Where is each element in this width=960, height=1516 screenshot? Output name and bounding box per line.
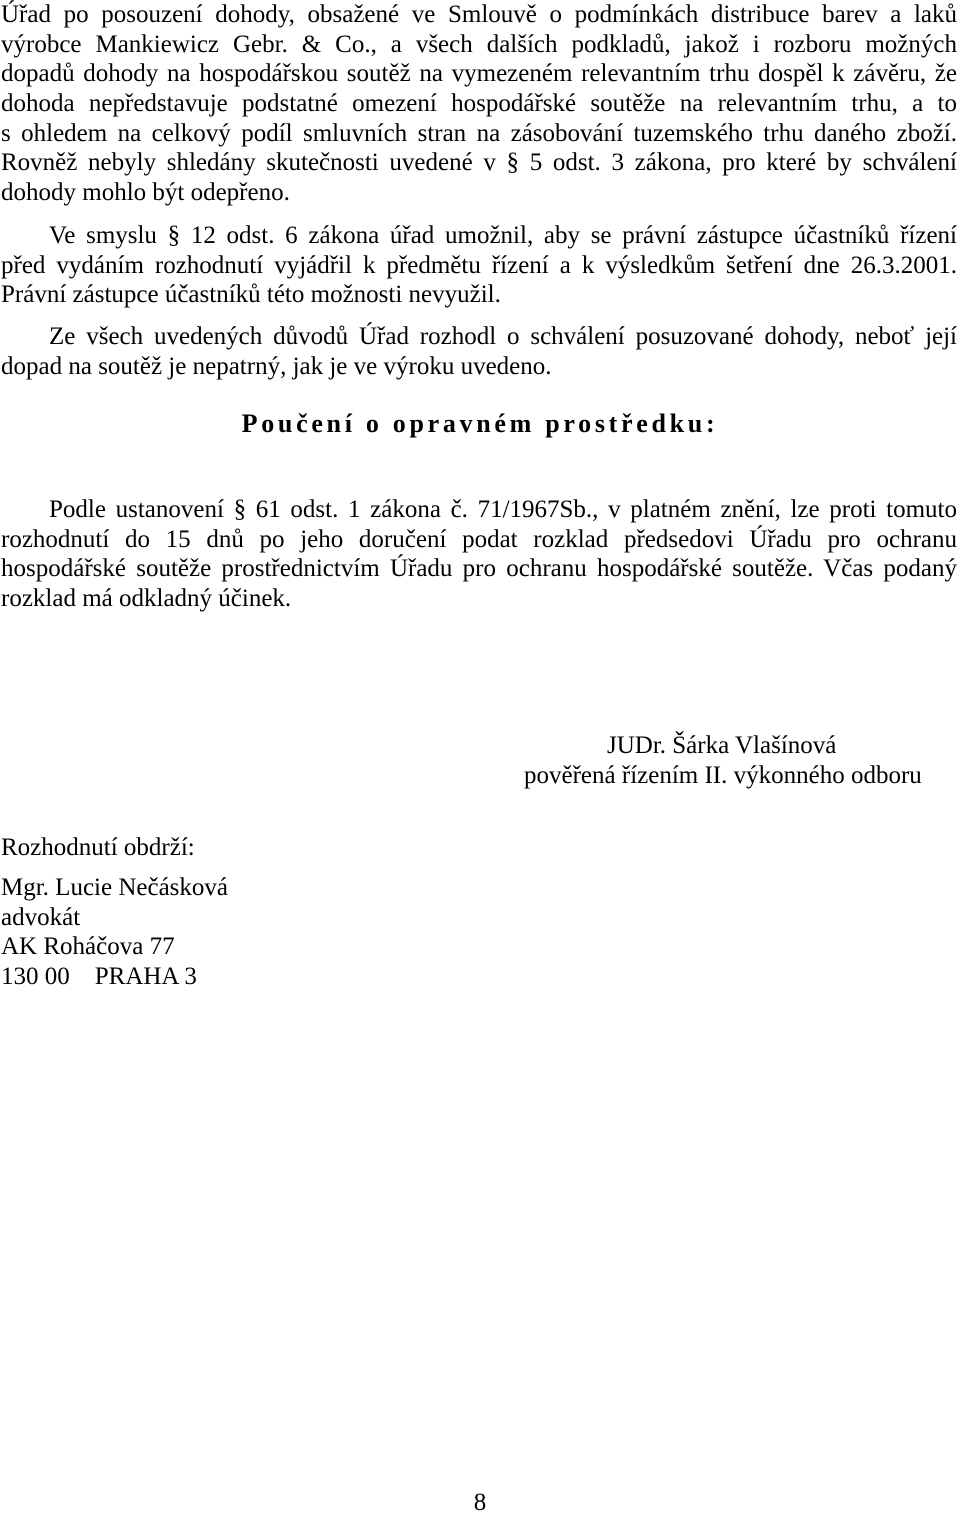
- page-number: 8: [473, 1489, 487, 1516]
- paragraph-line: před vydáním rozhodnutí vyjádřil k předmětu řízení a k výsledkům šetření dne 26.3.2001.: [1, 251, 957, 279]
- paragraph-appeal: [1, 495, 957, 614]
- signature-role: pověřená řízením II. výkonného odboru: [524, 761, 922, 789]
- paragraph-line: dohoda nepředstavuje podstatné omezení hospodářské soutěže na relevantním trhu, a to: [1, 90, 957, 118]
- recipient-line: advokát: [1, 903, 81, 931]
- paragraph-assessment: [1, 0, 957, 208]
- paragraph-line: dopadů dohody na hospodářskou soutěž na vymezeném relevantním trhu dospěl k závěru, že: [1, 60, 957, 88]
- paragraph-line: Rovněž nebyly shledány skutečnosti uvedené v § 5 odst. 3 zákona, pro které by schválení: [1, 149, 957, 177]
- paragraph-line: dopad na soutěž je nepatrný, jak je ve výroku uvedeno.: [1, 352, 552, 380]
- recipient-line: Mgr. Lucie Nečásková: [1, 874, 229, 901]
- paragraph-line: Úřad po posouzení dohody, obsažené ve Smlouvě o podmínkách distribuce barev a laků: [1, 1, 957, 28]
- paragraph-line: Ze všech uvedených důvodů Úřad rozhodl o schválení posuzované dohody, neboť její: [49, 323, 957, 350]
- section-heading: Poučení o opravném prostředku:: [241, 409, 719, 438]
- recipient-address: [1, 873, 401, 992]
- recipients-label: Rozhodnutí obdrží:: [1, 834, 195, 861]
- paragraph-line: s ohledem na celkový podíl smluvních stran na zásobování tuzemského trhu daného zboží.: [1, 119, 957, 147]
- paragraph-line: hospodářské soutěže prostřednictvím Úřadu pro ochranu hospodářské soutěže. Včas podaný: [1, 555, 957, 583]
- paragraph-line: Podle ustanovení § 61 odst. 1 zákona č. 71/1967Sb., v platném znění, lze proti tomuto: [49, 496, 957, 523]
- paragraph-line: dohody mohlo být odepřeno.: [1, 179, 290, 207]
- paragraph-conclusion: [1, 322, 957, 381]
- recipient-line: 130 00 PRAHA 3: [1, 963, 197, 991]
- paragraph-line: Ve smyslu § 12 odst. 6 zákona úřad umožnil, aby se právní zástupce účastníků řízení: [49, 222, 957, 249]
- paragraph-line: výrobce Mankiewicz Gebr. & Co., a všech dalších podkladů, jakož i rozboru možných: [1, 30, 957, 58]
- paragraph-hearing: [1, 221, 957, 310]
- paragraph-line: rozklad má odkladný účinek.: [1, 585, 292, 613]
- recipient-line: AK Roháčova 77: [1, 933, 175, 961]
- paragraph-line: rozhodnutí do 15 dnů po jeho doručení podat rozklad předsedovi Úřadu pro ochranu: [1, 525, 957, 553]
- paragraph-line: Právní zástupce účastníků této možnosti nevyužil.: [1, 281, 501, 309]
- signature-name: JUDr. Šárka Vlašínová: [607, 732, 837, 759]
